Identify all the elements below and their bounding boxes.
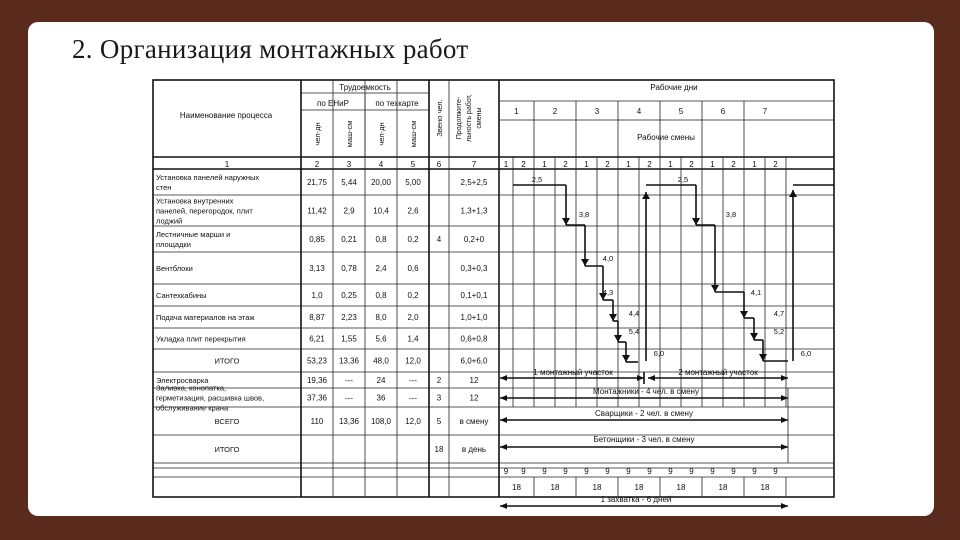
process-name: Подача материалов на этаж — [156, 313, 255, 322]
arrow-head — [581, 259, 589, 266]
step-label: 4,3 — [602, 288, 614, 297]
labor-value: 8,87 — [309, 313, 325, 322]
labor-value: 21,75 — [306, 178, 328, 187]
site1-label: 1 монтажный участок — [533, 368, 613, 377]
step-label: 6,0 — [800, 349, 812, 358]
per-day-count: 18 — [550, 483, 560, 492]
labor-value: 1,0 — [311, 291, 323, 300]
labor-value: --- — [345, 376, 353, 385]
crew-header: Звено чел. — [435, 99, 444, 137]
shift-number: 1 — [668, 160, 673, 169]
arrow-head — [648, 375, 655, 381]
per-shift-count: 9 — [542, 467, 547, 476]
slide — [28, 22, 934, 516]
process-name: герметизация, расшивка швов, — [156, 393, 265, 403]
duration-value: 0,1+0,1 — [460, 291, 488, 300]
process-name: ИТОГО — [214, 356, 240, 366]
shift-number: 2 — [563, 160, 568, 169]
process-name: Заливка, конопатка, — [156, 383, 227, 393]
labor-value: 48,0 — [373, 356, 389, 366]
labor-value: 20,00 — [370, 178, 392, 187]
labor-value: 1,55 — [341, 334, 357, 344]
per-shift-count: 9 — [521, 467, 526, 476]
process-name: Вентблоки — [156, 264, 193, 273]
per-day-count: 18 — [676, 483, 686, 492]
labor-subheader: маш-см — [409, 120, 418, 148]
shift-number: 1 — [503, 160, 509, 169]
arrow-head — [500, 503, 507, 509]
per-shift-count: 9 — [605, 467, 610, 476]
per-shift-count: 9 — [773, 467, 778, 476]
crew-value: 2 — [436, 376, 442, 385]
work-shifts-header: Рабочие смены — [637, 133, 695, 142]
labor-value: 0,2 — [407, 291, 419, 300]
col-number: 4 — [378, 160, 384, 169]
arrow-head — [609, 314, 617, 321]
process-name: Установка внутренних — [156, 196, 234, 206]
labor-value: 108,0 — [370, 417, 392, 426]
process-name: площадки — [156, 240, 191, 249]
labor-value: 0,6 — [407, 264, 419, 273]
step-label: 2,5 — [677, 175, 689, 184]
duration-value: в день — [461, 445, 487, 454]
step-label: 6,0 — [653, 349, 665, 358]
labor-value: --- — [345, 393, 353, 403]
duration-header: смены — [476, 107, 483, 129]
per-day-count: 18 — [760, 483, 770, 492]
step-label: 4,1 — [750, 288, 762, 297]
duration-value: 0,2+0 — [463, 235, 485, 244]
labor-value: 2,23 — [341, 313, 357, 322]
process-name: ВСЕГО — [214, 417, 240, 426]
duration-value: 12 — [469, 393, 479, 403]
step-label: 3,8 — [578, 210, 590, 219]
per-shift-count: 9 — [752, 467, 757, 476]
step-label: 5,2 — [773, 327, 785, 336]
step-label: 3,8 — [725, 210, 737, 219]
labor-value: 0,85 — [309, 235, 325, 244]
process-name: стен — [156, 183, 172, 192]
process-name: Укладка плит перекрытия — [156, 334, 246, 344]
labor-value: 3,13 — [309, 264, 325, 273]
concreters-label: Бетонщики - 3 чел. в смену — [593, 435, 695, 444]
shift-number: 1 — [626, 160, 631, 169]
labor-value: 11,42 — [307, 206, 327, 216]
process-name: Установка панелей наружных — [156, 173, 260, 182]
labor-value: 0,8 — [375, 291, 387, 300]
duration-value: 0,6+0,8 — [460, 334, 488, 344]
process-name: панелей, перегородок, плит — [156, 206, 253, 216]
grip-label: 1 захватка - 6 дней — [600, 495, 672, 504]
crew-value: 18 — [434, 445, 444, 454]
day-number: 4 — [636, 107, 642, 116]
crew-value: 3 — [436, 393, 442, 403]
per-day-count: 18 — [512, 483, 521, 492]
labor-value: 2,4 — [375, 264, 387, 273]
arrow-head — [622, 355, 630, 362]
by-techcard-header: по техкарте — [375, 99, 419, 108]
arrow-head — [781, 395, 788, 401]
col-number: 5 — [410, 160, 416, 169]
per-shift-count: 9 — [668, 467, 673, 476]
labor-value: --- — [409, 376, 417, 385]
site2-label: 2 монтажный участок — [678, 368, 758, 377]
duration-value: в смену — [459, 417, 489, 426]
arrow-head — [781, 375, 788, 381]
arrow-head — [789, 190, 797, 197]
shift-number: 2 — [647, 160, 652, 169]
shift-number: 2 — [521, 160, 526, 169]
arrow-head — [740, 311, 748, 318]
labor-subheader: чел-дн — [377, 122, 386, 146]
labor-value: 5,6 — [375, 334, 387, 344]
process-name: Сантехкабины — [156, 291, 207, 300]
per-shift-count: 9 — [503, 467, 509, 476]
per-shift-count: 9 — [710, 467, 715, 476]
duration-value: 0,3+0,3 — [460, 264, 488, 273]
labor-value: 2,6 — [407, 206, 419, 216]
labor-value: 5,44 — [341, 178, 357, 187]
col-number: 6 — [436, 160, 442, 169]
labor-value: 12,0 — [405, 356, 421, 366]
col-number: 2 — [314, 160, 320, 169]
crew-value: 5 — [436, 417, 442, 426]
arrow-head — [750, 333, 758, 340]
arrow-head — [637, 375, 644, 381]
arrow-head — [642, 192, 650, 199]
labor-value: 13,36 — [338, 417, 360, 426]
per-day-count: 18 — [592, 483, 602, 492]
arrow-head — [781, 417, 788, 423]
shift-number: 2 — [773, 160, 778, 169]
labor-subheader: чел-дн — [313, 122, 322, 146]
step-label: 4,4 — [628, 309, 640, 318]
per-day-count: 18 — [718, 483, 728, 492]
installers-label: Монтажники - 4 чел. в смену — [593, 387, 699, 396]
duration-value: 6,0+6,0 — [460, 356, 488, 366]
duration-value: 1,0+1,0 — [460, 313, 488, 322]
arrow-head — [500, 417, 507, 423]
labor-value: 110 — [310, 417, 324, 426]
slide-title: 2. Организация монтажных работ — [72, 34, 469, 64]
duration-header: льность работ, — [466, 94, 473, 142]
process-name: Лестничные марши и — [156, 230, 231, 239]
arrow-head — [781, 444, 788, 450]
arrow-head — [781, 503, 788, 509]
process-name-header: Наименование процесса — [179, 111, 273, 120]
step-label: 5,4 — [628, 327, 640, 336]
arrow-head — [500, 395, 507, 401]
day-number: 6 — [720, 107, 726, 116]
labor-value: 10,4 — [373, 206, 389, 216]
arrow-head — [500, 375, 507, 381]
labor-value: 13,36 — [338, 356, 360, 366]
duration-header: Продолжите- — [456, 96, 463, 140]
labor-header: Трудоемкость — [339, 83, 391, 92]
labor-value: 8,0 — [375, 313, 387, 322]
labor-value: 0,21 — [341, 235, 357, 244]
labor-value: 2,9 — [343, 206, 355, 216]
day-number: 2 — [552, 107, 558, 116]
arrow-head — [562, 218, 570, 225]
duration-value: 1,3+1,3 — [460, 206, 488, 216]
day-number: 1 — [514, 107, 519, 116]
col-number: 1 — [224, 160, 230, 169]
labor-value: 6,21 — [309, 334, 325, 344]
per-day-count: 18 — [634, 483, 644, 492]
labor-value: 0,25 — [341, 291, 357, 300]
labor-value: 24 — [376, 376, 386, 385]
shift-number: 1 — [584, 160, 589, 169]
labor-value: 37,36 — [306, 393, 328, 403]
step-label: 2,5 — [531, 175, 543, 184]
labor-value: 36 — [376, 393, 386, 403]
labor-subheader: маш-см — [345, 120, 354, 148]
crew-value: 4 — [436, 235, 442, 244]
labor-value: 53,23 — [306, 356, 328, 366]
labor-value: 19,36 — [306, 376, 328, 385]
shift-number: 1 — [542, 160, 547, 169]
col-number: 7 — [471, 160, 477, 169]
labor-value: 0,78 — [341, 264, 357, 273]
shift-number: 2 — [605, 160, 610, 169]
labor-value: --- — [409, 393, 417, 403]
process-name: ИТОГО — [214, 445, 240, 454]
per-shift-count: 9 — [584, 467, 589, 476]
by-enir-header: по ЕНиР — [317, 99, 349, 108]
process-name: обслуживание крана — [156, 403, 229, 413]
shift-number: 2 — [731, 160, 736, 169]
arrow-head — [692, 218, 700, 225]
shift-number: 1 — [710, 160, 715, 169]
arrow-head — [711, 285, 719, 292]
process-name: Электросварка — [156, 376, 209, 385]
day-number: 7 — [762, 107, 768, 116]
day-number: 3 — [594, 107, 600, 116]
labor-value: 12,0 — [405, 417, 421, 426]
step-label: 4,0 — [602, 254, 614, 263]
day-number: 5 — [678, 107, 684, 116]
arrow-head — [614, 335, 622, 342]
duration-value: 12 — [469, 376, 479, 385]
per-shift-count: 9 — [563, 467, 568, 476]
labor-value: 0,8 — [375, 235, 387, 244]
per-shift-count: 9 — [689, 467, 694, 476]
labor-value: 5,00 — [405, 178, 421, 187]
col-number: 3 — [346, 160, 352, 169]
welders-label: Сварщики - 2 чел. в смену — [595, 409, 693, 418]
labor-value: 0,2 — [407, 235, 419, 244]
work-days-header: Рабочие дни — [650, 83, 698, 92]
table-frame — [153, 80, 834, 497]
arrow-head — [759, 354, 767, 361]
labor-value: 2,0 — [407, 313, 419, 322]
shift-number: 1 — [752, 160, 757, 169]
per-shift-count: 9 — [647, 467, 652, 476]
arrow-head — [500, 444, 507, 450]
step-label: 4,7 — [773, 309, 785, 318]
per-shift-count: 9 — [731, 467, 736, 476]
shift-number: 2 — [689, 160, 694, 169]
per-shift-count: 9 — [626, 467, 631, 476]
schedule-table — [28, 22, 934, 516]
duration-value: 2,5+2,5 — [460, 178, 488, 187]
labor-value: 1,4 — [407, 334, 419, 344]
process-name: лоджий — [156, 216, 183, 226]
